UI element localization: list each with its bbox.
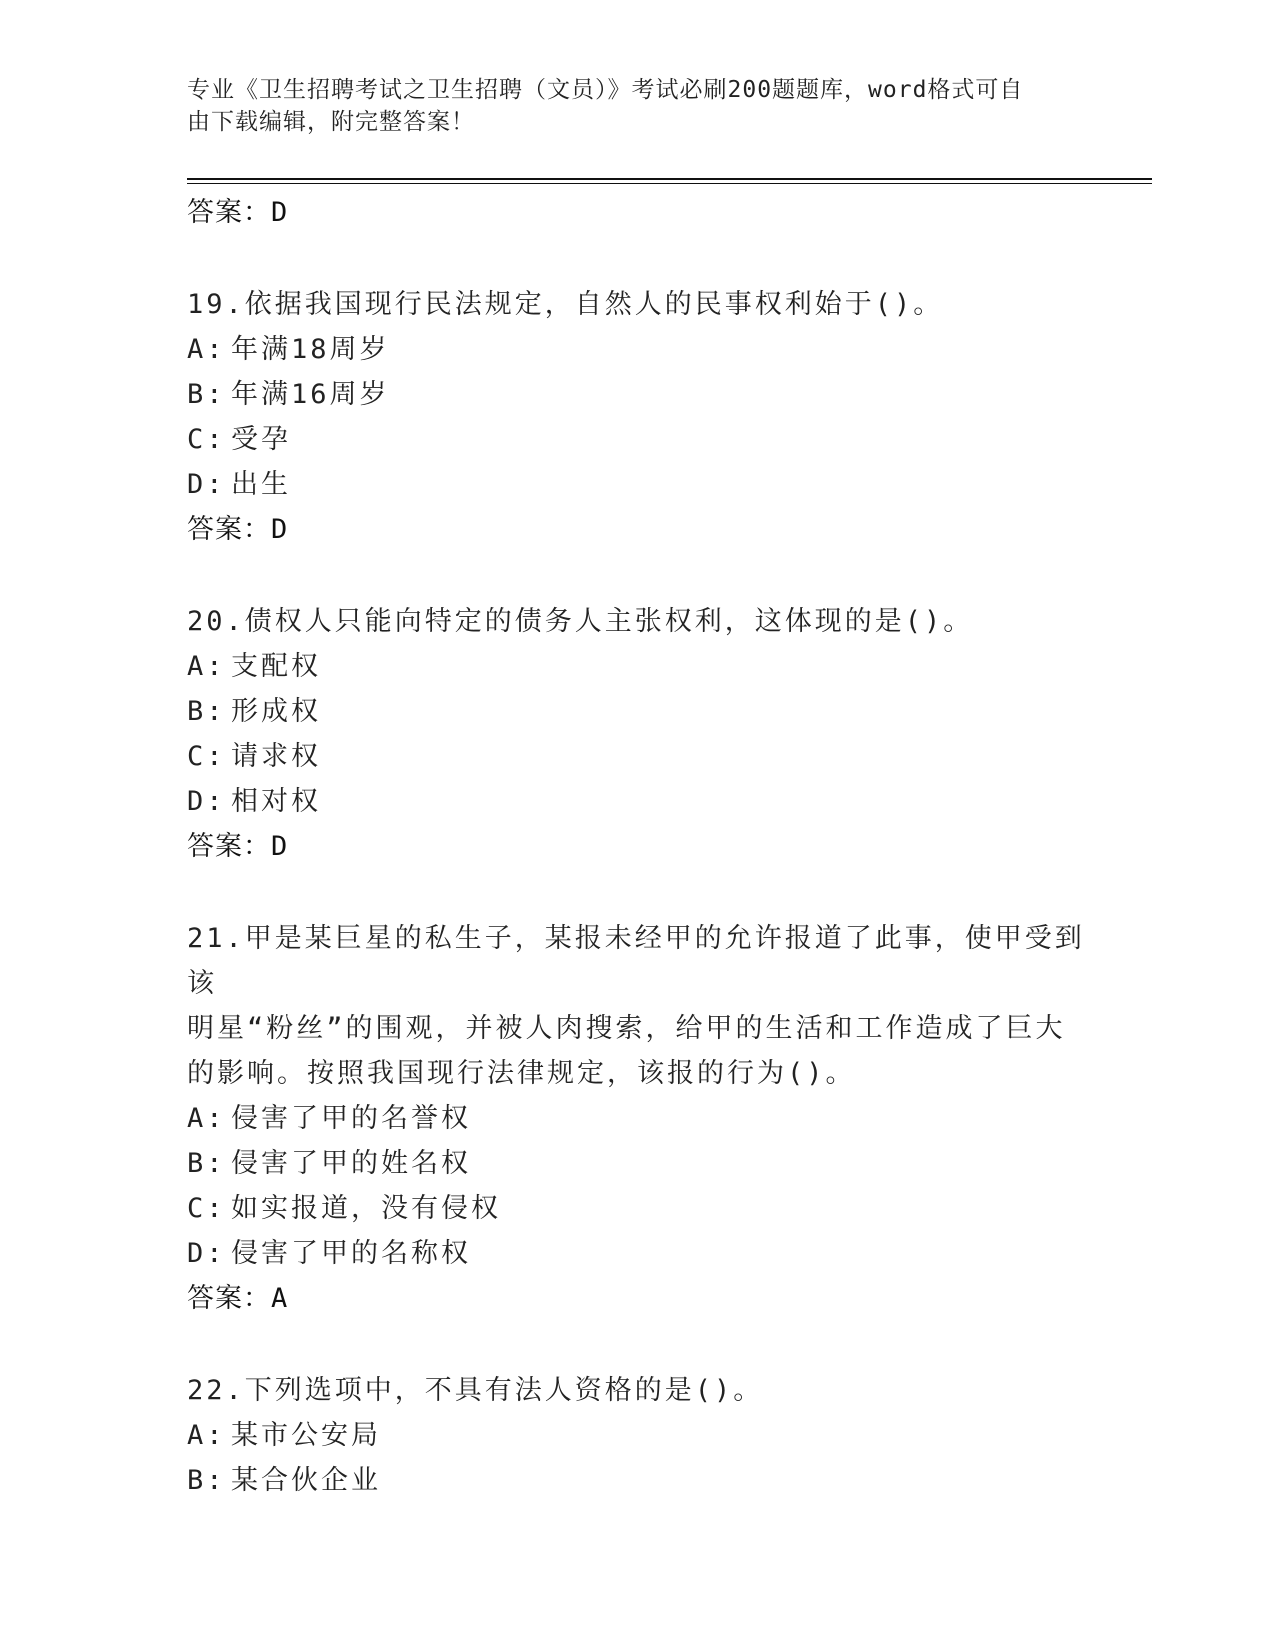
question-stem: 20.债权人只能向特定的债务人主张权利，这体现的是()。 xyxy=(187,606,974,637)
question-19 xyxy=(187,282,1087,553)
option-d xyxy=(187,779,1087,824)
option-text: 形成权 xyxy=(231,696,321,727)
option-text: 出生 xyxy=(231,469,291,500)
header-line-2: 由下载编辑，附完整答案！ xyxy=(187,109,475,135)
option-key: D: xyxy=(187,786,226,817)
option-text: 侵害了甲的姓名权 xyxy=(231,1148,471,1179)
option-text: 某市公安局 xyxy=(231,1420,381,1451)
question-21 xyxy=(187,916,1087,1322)
option-c xyxy=(187,1186,1087,1231)
option-key: D: xyxy=(187,1238,226,1269)
question-stem: 19.依据我国现行民法规定，自然人的民事权利始于()。 xyxy=(187,289,944,320)
option-key: B: xyxy=(187,1465,226,1496)
option-b xyxy=(187,1458,1087,1503)
option-c xyxy=(187,417,1087,462)
question-22 xyxy=(187,1368,1087,1503)
option-b xyxy=(187,372,1087,417)
option-key: A: xyxy=(187,1420,226,1451)
option-key: A: xyxy=(187,1103,226,1134)
option-text: 年满18周岁 xyxy=(231,334,390,365)
option-b xyxy=(187,1141,1087,1186)
question-stem-line: 的影响。按照我国现行法律规定，该报的行为()。 xyxy=(187,1058,856,1089)
answer-line: 答案：D xyxy=(187,831,289,862)
header-divider-thin xyxy=(187,183,1152,184)
option-b xyxy=(187,689,1087,734)
option-key: B: xyxy=(187,696,226,727)
question-stem-line: 21.甲是某巨星的私生子，某报未经甲的允许报道了此事，使甲受到该 xyxy=(187,923,1085,999)
option-text: 年满16周岁 xyxy=(231,379,390,410)
answer-line: 答案：D xyxy=(187,514,289,545)
option-text: 某合伙企业 xyxy=(231,1465,381,1496)
option-key: B: xyxy=(187,379,226,410)
option-d xyxy=(187,462,1087,507)
option-d xyxy=(187,1231,1087,1276)
option-text: 请求权 xyxy=(231,741,321,772)
answer-line: 答案：D xyxy=(187,197,289,228)
question-20 xyxy=(187,599,1087,870)
option-text: 侵害了甲的名誉权 xyxy=(231,1103,471,1134)
option-key: C: xyxy=(187,424,226,455)
option-text: 受孕 xyxy=(231,424,291,455)
option-a xyxy=(187,644,1087,689)
question-stem: 22.下列选项中，不具有法人资格的是()。 xyxy=(187,1375,764,1406)
option-key: A: xyxy=(187,334,226,365)
question-stem-line: 明星“粉丝”的围观，并被人肉搜索，给甲的生活和工作造成了巨大 xyxy=(187,1013,1066,1044)
option-key: B: xyxy=(187,1148,226,1179)
option-text: 如实报道，没有侵权 xyxy=(231,1193,501,1224)
option-a xyxy=(187,327,1087,372)
document-header xyxy=(187,74,1067,138)
option-a xyxy=(187,1096,1087,1141)
option-text: 侵害了甲的名称权 xyxy=(231,1238,471,1269)
option-key: D: xyxy=(187,469,226,500)
option-key: A: xyxy=(187,651,226,682)
option-key: C: xyxy=(187,1193,226,1224)
header-divider-thick xyxy=(187,178,1152,180)
option-c xyxy=(187,734,1087,779)
option-text: 相对权 xyxy=(231,786,321,817)
header-line-1: 专业《卫生招聘考试之卫生招聘（文员）》考试必刷200题题库，word格式可自 xyxy=(187,77,1024,103)
answer-line: 答案：A xyxy=(187,1283,289,1314)
option-a xyxy=(187,1413,1087,1458)
option-key: C: xyxy=(187,741,226,772)
option-text: 支配权 xyxy=(231,651,321,682)
document-body xyxy=(187,190,1087,1503)
